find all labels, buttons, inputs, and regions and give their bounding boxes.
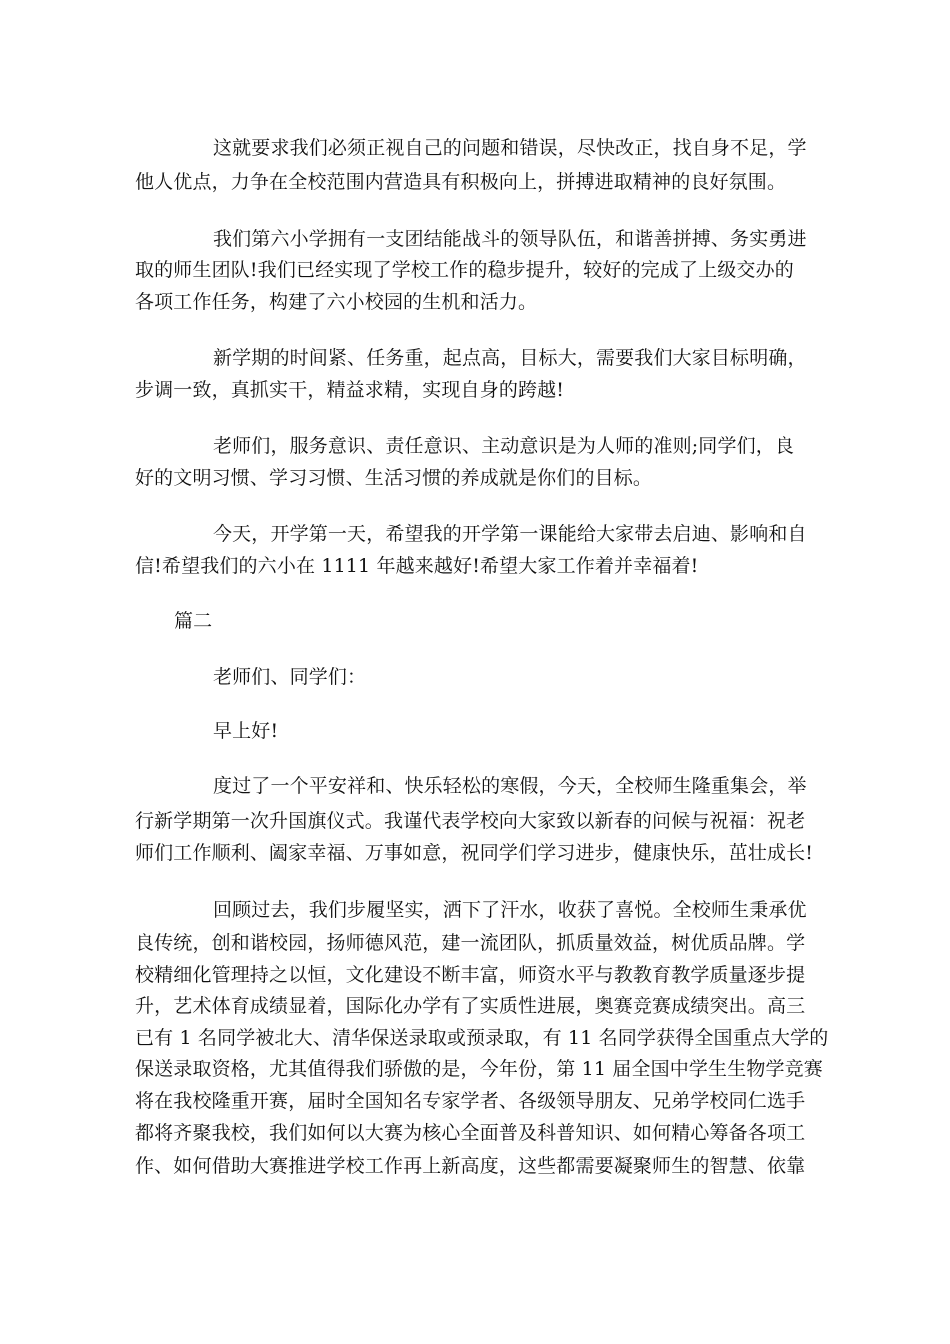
paragraph-line: 回顾过去，我们步履坚实，洒下了汗水，收获了喜悦。全校师生秉承优 bbox=[213, 899, 807, 921]
paragraph-line: 信!希望我们的六小在 1111 年越来越好!希望大家工作着并幸福着! bbox=[135, 555, 699, 577]
paragraph-line: 行新学期第一次升国旗仪式。我谨代表学校向大家致以新春的问候与祝福：祝老 bbox=[135, 810, 806, 832]
greeting-line: 早上好! bbox=[213, 720, 279, 742]
section-heading: 篇二 bbox=[174, 610, 213, 632]
paragraph-line: 度过了一个平安祥和、快乐轻松的寒假，今天，全校师生隆重集会，举 bbox=[213, 775, 807, 797]
paragraph-line: 良传统，创和谐校园，扬师德风范，建一流团队，抓质量效益，树优质品牌。学 bbox=[135, 932, 806, 954]
paragraph-line: 新学期的时间紧、任务重，起点高，目标大，需要我们大家目标明确， bbox=[213, 347, 807, 369]
paragraph-line: 这就要求我们必须正视自己的问题和错误，尽快改正，找自身不足，学 bbox=[213, 137, 807, 159]
paragraph-line: 好的文明习惯、学习习惯、生活习惯的养成就是你们的目标。 bbox=[135, 467, 653, 489]
paragraph-line: 升，艺术体育成绩显着，国际化办学有了实质性进展，奥赛竞赛成绩突出。高三 bbox=[135, 995, 806, 1017]
paragraph-line: 取的师生团队!我们已经实现了学校工作的稳步提升，较好的完成了上级交办的 bbox=[135, 259, 794, 281]
paragraph-line: 校精细化管理持之以恒，文化建设不断丰富，师资水平与教教育教学质量逐步提 bbox=[135, 964, 806, 986]
paragraph-line: 步调一致，真抓实干，精益求精，实现自身的跨越! bbox=[135, 379, 565, 401]
salutation-line: 老师们、同学们： bbox=[213, 666, 367, 688]
paragraph-line: 都将齐聚我校，我们如何以大赛为核心全面普及科普知识、如何精心筹备各项工 bbox=[135, 1122, 806, 1144]
paragraph-line: 各项工作任务，构建了六小校园的生机和活力。 bbox=[135, 291, 538, 313]
paragraph-line: 师们工作顺利、阖家幸福、万事如意，祝同学们学习进步，健康快乐，茁壮成长! bbox=[135, 842, 814, 864]
paragraph-line: 保送录取资格，尤其值得我们骄傲的是，今年份，第 11 届全国中学生生物学竞赛 bbox=[135, 1058, 823, 1080]
paragraph-line: 作、如何借助大赛推进学校工作再上新高度，这些都需要凝聚师生的智慧、依靠 bbox=[135, 1155, 806, 1177]
paragraph-line: 老师们，服务意识、责任意识、主动意识是为人师的准则;同学们，良 bbox=[213, 435, 795, 457]
paragraph-line: 我们第六小学拥有一支团结能战斗的领导队伍，和谐善拼搏、务实勇进 bbox=[213, 228, 807, 250]
paragraph-line: 今天，开学第一天，希望我的开学第一课能给大家带去启迪、影响和自 bbox=[213, 523, 807, 545]
paragraph-line: 将在我校隆重开赛，届时全国知名专家学者、各级领导朋友、兄弟学校同仁选手 bbox=[135, 1090, 806, 1112]
paragraph-line: 已有 1 名同学被北大、清华保送录取或预录取，有 11 名同学获得全国重点大学的 bbox=[135, 1027, 829, 1049]
paragraph-line: 他人优点，力争在全校范围内营造具有积极向上，拼搏进取精神的良好氛围。 bbox=[135, 171, 787, 193]
